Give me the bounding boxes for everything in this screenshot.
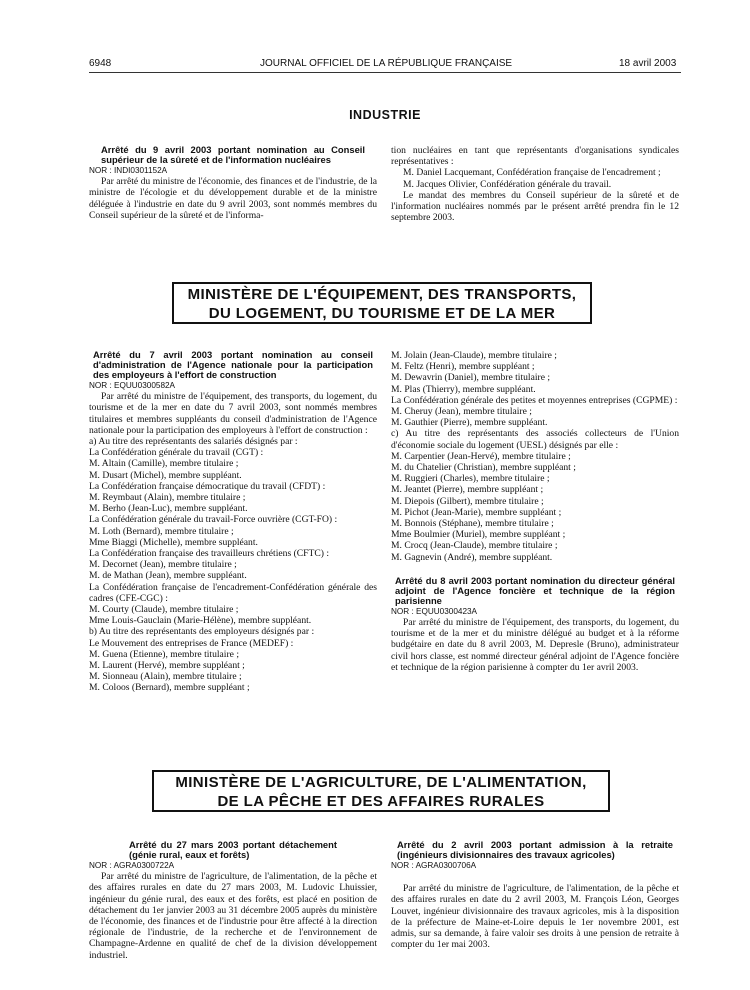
nor-reference: NOR : INDI0301152A — [89, 166, 168, 175]
issue-date: 18 avril 2003 — [619, 58, 677, 69]
member-line: La Confédération générale du travail-Force ouvrière (CGT-FO) : — [89, 514, 338, 526]
article-body: Par arrêté du ministre de l'équipement, des transports, du logement, du tourisme et de la mer et du ministre délégué au budget et à la réforme budgétaire en date du 8 avril 2003, M. Depresle (Bruno), administrateur civil hors classe, est nommé directeur général adjoint de l'Agence foncière et technique de la région parisienne à compter du 1er avril 2003. — [391, 617, 679, 673]
member-line: La Confédération française des travailleurs chrétiens (CFTC) : — [89, 548, 330, 560]
ministry-heading-line: MINISTÈRE DE L'ÉQUIPEMENT, DES TRANSPORTS, — [187, 286, 577, 303]
member-line: M. Courty (Claude), membre titulaire ; — [89, 604, 239, 616]
ministry-heading-line: DE LA PÊCHE ET DES AFFAIRES RURALES — [217, 793, 545, 810]
article-title: Arrêté du 2 avril 2003 portant admission à la retraite (ingénieurs divisionnaires des travaux agricoles) — [397, 839, 673, 860]
journal-title: JOURNAL OFFICIEL DE LA RÉPUBLIQUE FRANÇAISE — [260, 58, 513, 69]
article-body: Par arrêté du ministre de l'agriculture, de l'alimentation, de la pêche et des affaires rurales en date du 2 avril 2003, M. François Léon, Georges Louvet, ingénieur divisionnaire des travaux agricoles, mis à la disposition de la préfecture de Maine-et-Loire depuis le 1er novembre 2001, est admis, sur sa demande, à faire valoir ses droits à une pension de retraite à compter du 1er mai 2003. — [391, 883, 679, 951]
member-line: M. Loth (Bernard), membre titulaire ; — [89, 525, 234, 537]
ministry-heading-equipement — [172, 282, 592, 324]
member-line: M. Altain (Camille), membre titulaire ; — [89, 458, 239, 470]
section-title-industrie: INDUSTRIE — [349, 108, 421, 122]
member-line: Mme Boulmier (Muriel), membre suppléant ; — [391, 529, 566, 541]
member-line: La Confédération française de l'encadrement-Confédération générale des cadres (CFE-CGC) : — [89, 581, 377, 604]
ministry-heading-line: DU LOGEMENT, DU TOURISME ET DE LA MER — [208, 305, 556, 322]
article-body: Par arrêté du ministre de l'agriculture, de l'alimentation, de la pêche et des affaires rurales en date du 27 mars 2003, M. Ludovic Lhuissier, ingénieur du génie rural, des eaux et des forêts, est placé en position de détachement du 1er janvier 2003 au 31 décembre 2005 auprès du ministère de l'économie, des finances et de l'industrie pour être affecté à la direction régionale de l'industrie, de la recherche et de l'environnement de Champagne-Ardenne en qualité de chef de la division développement industriel. — [89, 871, 377, 961]
member-line: a) Au titre des représentants des salariés désignés par : — [89, 436, 298, 448]
article-title: Arrêté du 7 avril 2003 portant nomination au conseil d'administration de l'Agence nationale pour la participation des employeurs à l'effort de construction — [93, 349, 373, 380]
member-line: b) Au titre des représentants des employeurs désignés par : — [89, 626, 315, 638]
member-line: M. Bonnois (Stéphane), membre titulaire ; — [391, 518, 554, 530]
member-line: M. du Chatelier (Christian), membre suppléant ; — [391, 462, 576, 474]
member-line: M. Carpentier (Jean-Hervé), membre titulaire ; — [391, 450, 571, 462]
article-body: Par arrêté du ministre de l'équipement, des transports, du logement, du tourisme et de la mer en date du 7 avril 2003, sont nommés membres titulaires et membres suppléants du conseil d'administration de l'Agence nationale pour la participation des employeurs à l'effort de construction : — [89, 391, 377, 436]
industrie-left-column — [89, 145, 377, 221]
equipement-right-column — [391, 350, 679, 673]
page-number: 6948 — [89, 58, 112, 69]
member-line: M. Jacques Olivier, Confédération générale du travail. — [403, 178, 612, 190]
equipement-left-column — [89, 350, 377, 694]
member-line: M. Plas (Thierry), membre suppléant. — [391, 383, 536, 395]
member-line: M. Reymbaut (Alain), membre titulaire ; — [89, 492, 246, 504]
nor-reference: NOR : AGRA0300722A — [89, 861, 175, 870]
member-line: M. Feltz (Henri), membre suppléant ; — [391, 361, 535, 373]
article-body-cont: tion nucléaires en tant que représentants d'organisations syndicales représentatives : — [391, 145, 679, 168]
industrie-right-column — [391, 145, 679, 223]
member-line: M. Dusart (Michel), membre suppléant. — [89, 469, 242, 481]
member-line: Mme Louis-Gauclain (Marie-Hélène), membre suppléant. — [89, 615, 312, 627]
agriculture-left-column — [89, 840, 377, 961]
ministry-heading-line: MINISTÈRE DE L'AGRICULTURE, DE L'ALIMENTATION, — [175, 774, 587, 791]
nor-reference: NOR : AGRA0300706A — [391, 861, 477, 870]
member-line: M. Diepois (Gilbert), membre titulaire ; — [391, 495, 544, 507]
article-title: Arrêté du 27 mars 2003 portant détachement (génie rural, eaux et forêts) — [129, 839, 337, 860]
member-line: c) Au titre des représentants des associés collecteurs de l'Union d'économie sociale du logement (UESL) désignés par elle : — [391, 428, 679, 451]
member-line: M. Daniel Lacquemant, Confédération française de l'encadrement ; — [403, 167, 661, 179]
member-line: M. Pichot (Jean-Marie), membre suppléant ; — [391, 506, 562, 518]
article-body: Par arrêté du ministre de l'économie, des finances et de l'industrie, de la ministre de l'écologie et du développement durable et de la ministre déléguée à l'industrie en date du 9 avril 2003, sont nommés membres du Conseil supérieur de la sûreté et de l'informa- — [89, 176, 377, 221]
member-list — [391, 350, 679, 563]
member-line: M. Jeantet (Pierre), membre suppléant ; — [391, 484, 544, 496]
member-line: La Confédération générale des petites et moyennes entreprises (CGPME) : — [391, 394, 678, 406]
member-line: Mme Biaggi (Michelle), membre suppléant. — [89, 536, 258, 548]
member-line: M. Sionneau (Alain), membre titulaire ; — [89, 671, 242, 683]
member-list — [89, 436, 377, 694]
article-title: Arrêté du 9 avril 2003 portant nomination au Conseil supérieur de la sûreté et de l'information nucléaires — [101, 144, 365, 165]
member-line: M. Gagnevin (André), membre suppléant. — [391, 551, 553, 563]
nor-reference: NOR : EQUU0300582A — [89, 381, 176, 390]
agriculture-right-column — [391, 840, 679, 950]
member-line: M. Berho (Jean-Luc), membre suppléant. — [89, 503, 248, 515]
member-line: M. Dewavrin (Daniel), membre titulaire ; — [391, 372, 551, 384]
member-line: M. Guena (Etienne), membre titulaire ; — [89, 648, 239, 660]
member-line: La Confédération générale du travail (CGT) : — [89, 447, 264, 459]
member-line: Le Mouvement des entreprises de France (MEDEF) : — [89, 637, 294, 649]
member-line: M. Crocq (Jean-Claude), membre titulaire ; — [391, 540, 558, 552]
member-line: La Confédération française démocratique du travail (CFDT) : — [89, 480, 326, 492]
member-line: M. Jolain (Jean-Claude), membre titulaire ; — [391, 350, 557, 361]
header-rule — [89, 72, 681, 73]
member-line: M. Cheruy (Jean), membre titulaire ; — [391, 406, 532, 418]
ministry-heading-agriculture — [152, 770, 610, 812]
member-line: M. Gauthier (Pierre), membre suppléant. — [391, 417, 548, 429]
member-line: M. Coloos (Bernard), membre suppléant ; — [89, 682, 250, 694]
member-line: M. Decornet (Jean), membre titulaire ; — [89, 559, 237, 571]
article-title: Arrêté du 8 avril 2003 portant nomination du directeur général adjoint de l'Agence foncière et technique de la région parisienne — [395, 574, 675, 606]
member-line: M. de Mathan (Jean), membre suppléant. — [89, 570, 247, 582]
member-line: M. Laurent (Hervé), membre suppléant ; — [89, 660, 245, 672]
nor-reference: NOR : EQUU0300423A — [391, 606, 478, 616]
member-line: M. Ruggieri (Charles), membre titulaire ; — [391, 473, 550, 485]
article-closing: Le mandat des membres du Conseil supérieur de la sûreté et de l'information nucléaires nommés par le présent arrêté prendra fin le 12 septembre 2003. — [391, 189, 679, 224]
